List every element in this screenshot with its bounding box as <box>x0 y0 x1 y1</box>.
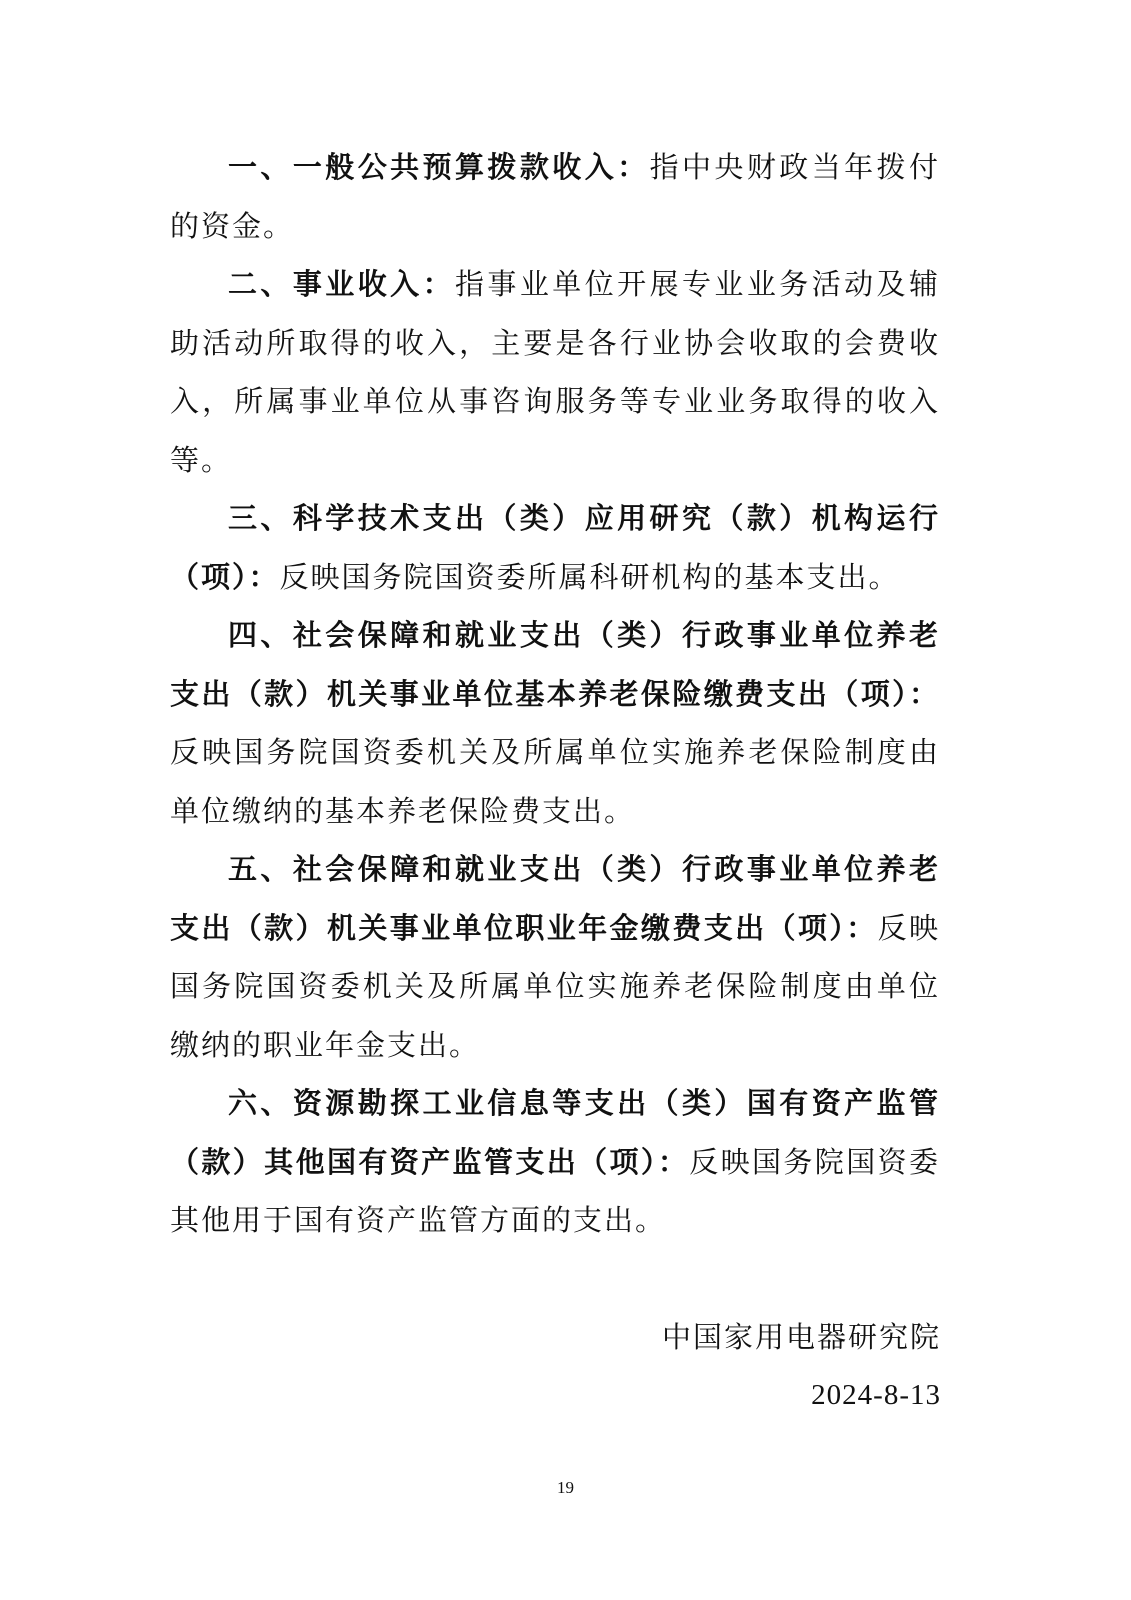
page-number: 19 <box>557 1478 574 1497</box>
document-body <box>170 138 940 1250</box>
paragraph-body: 指中央财政当年拨付的资金。 <box>170 150 940 243</box>
paragraph-body: 反映国务院国资委机关及所属单位实施养老保险制度由单位缴纳的职业年金支出。 <box>170 910 940 1062</box>
paragraph-occupational-annuity <box>170 840 940 1074</box>
paragraph-business-income <box>170 255 940 489</box>
paragraph-body: 反映国务院国资委机关及所属单位实施养老保险制度由单位缴纳的基本养老保险费支出。 <box>170 735 940 828</box>
paragraph-lead: 六、资源勘探工业信息等支出（类）国有资产监管（款）其他国有资产监管支出（项）： <box>170 1086 940 1179</box>
paragraph-lead: 二、事业收入： <box>228 267 455 301</box>
paragraph-pension-insurance <box>170 606 940 840</box>
paragraph-lead: 四、社会保障和就业支出（类）行政事业单位养老支出（款）机关事业单位基本养老保险缴费支出（项）： <box>170 618 940 711</box>
paragraph-science-expense <box>170 489 940 606</box>
signature-block <box>662 1308 941 1424</box>
paragraph-general-budget <box>170 138 940 255</box>
paragraph-asset-supervision <box>170 1074 940 1250</box>
signature-date: 2024-8-13 <box>811 1379 941 1411</box>
paragraph-lead: 五、社会保障和就业支出（类）行政事业单位养老支出（款）机关事业单位职业年金缴费支出（项）： <box>170 852 940 945</box>
paragraph-body: 反映国务院国资委所属科研机构的基本支出。 <box>279 559 900 594</box>
paragraph-body: 反映国务院国资委其他用于国有资产监管方面的支出。 <box>170 1144 940 1237</box>
paragraph-lead: 三、科学技术支出（类）应用研究（款）机构运行（项）： <box>170 501 940 594</box>
signature-organization: 中国家用电器研究院 <box>661 1320 941 1354</box>
paragraph-lead: 一、一般公共预算拨款收入： <box>228 150 650 184</box>
paragraph-body: 指事业单位开展专业业务活动及辅助活动所取得的收入，主要是各行业协会收取的会费收入，所属事业单位从事咨询服务等专业业务取得的收入等。 <box>170 267 940 477</box>
